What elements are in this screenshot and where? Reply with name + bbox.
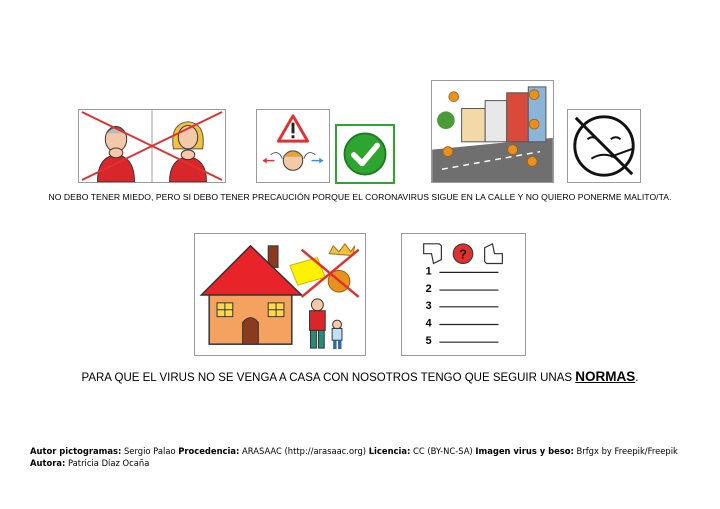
pictogram-no-fear [78, 109, 226, 183]
checklist-number: 3 [425, 299, 432, 312]
credit-value: CC (BY-NC-SA) [410, 446, 476, 456]
scared-people-crossed-icon [79, 110, 225, 182]
checkmark-icon [337, 126, 393, 182]
street-virus-icon [432, 81, 553, 182]
credits-line-1 [30, 446, 678, 456]
credit-label: Imagen virus y beso: [475, 446, 574, 456]
checklist-number: 1 [425, 265, 432, 278]
pictogram-virus-in-street [431, 80, 554, 183]
credit-label: Autora: [30, 458, 66, 468]
warning-icon [257, 110, 329, 182]
checklist-number: 2 [425, 283, 432, 296]
rules-checklist-icon [402, 234, 525, 355]
sentence-rules-text: PARA QUE EL VIRUS NO SE VENGA A CASA CON NOSOTROS TENGO QUE SEGUIR UNAS [81, 372, 576, 384]
svg-text:?: ? [459, 246, 467, 262]
pictogram-virus-at-home [194, 233, 366, 356]
credit-value: Brfgx by Freepik/Freepik [573, 446, 678, 456]
pictogram-no-sick [567, 109, 641, 183]
sick-face-crossed-icon [568, 110, 640, 182]
credit-value: Patricia Díaz Ocaña [65, 458, 150, 468]
checklist-number: 5 [425, 335, 432, 348]
pictogram-rules [401, 233, 526, 356]
sentence-no-fear: NO DEBO TENER MIEDO, PERO SI DEBO TENER PRECAUCIÓN PORQUE EL CORONAVIRUS SIGUE EN LA CALLE Y NO QUIERO PONERME MALITO/TA. [48, 192, 672, 202]
keyword-normas: NORMAS [575, 369, 636, 384]
credits-line-2 [30, 458, 149, 468]
house-virus-crossed-icon [195, 234, 365, 355]
pictogram-yes [335, 124, 395, 184]
sentence-rules-end: . [635, 372, 639, 384]
pictogram-caution [256, 109, 330, 183]
sentence-rules [0, 369, 720, 384]
credit-value: Sergio Palao [121, 446, 179, 456]
credit-label: Licencia: [368, 446, 411, 456]
checklist-number: 4 [425, 317, 432, 330]
credit-label: Procedencia: [178, 446, 240, 456]
credit-value: ARASAAC (http://arasaac.org) [239, 446, 369, 456]
credit-label: Autor pictogramas: [30, 446, 122, 456]
